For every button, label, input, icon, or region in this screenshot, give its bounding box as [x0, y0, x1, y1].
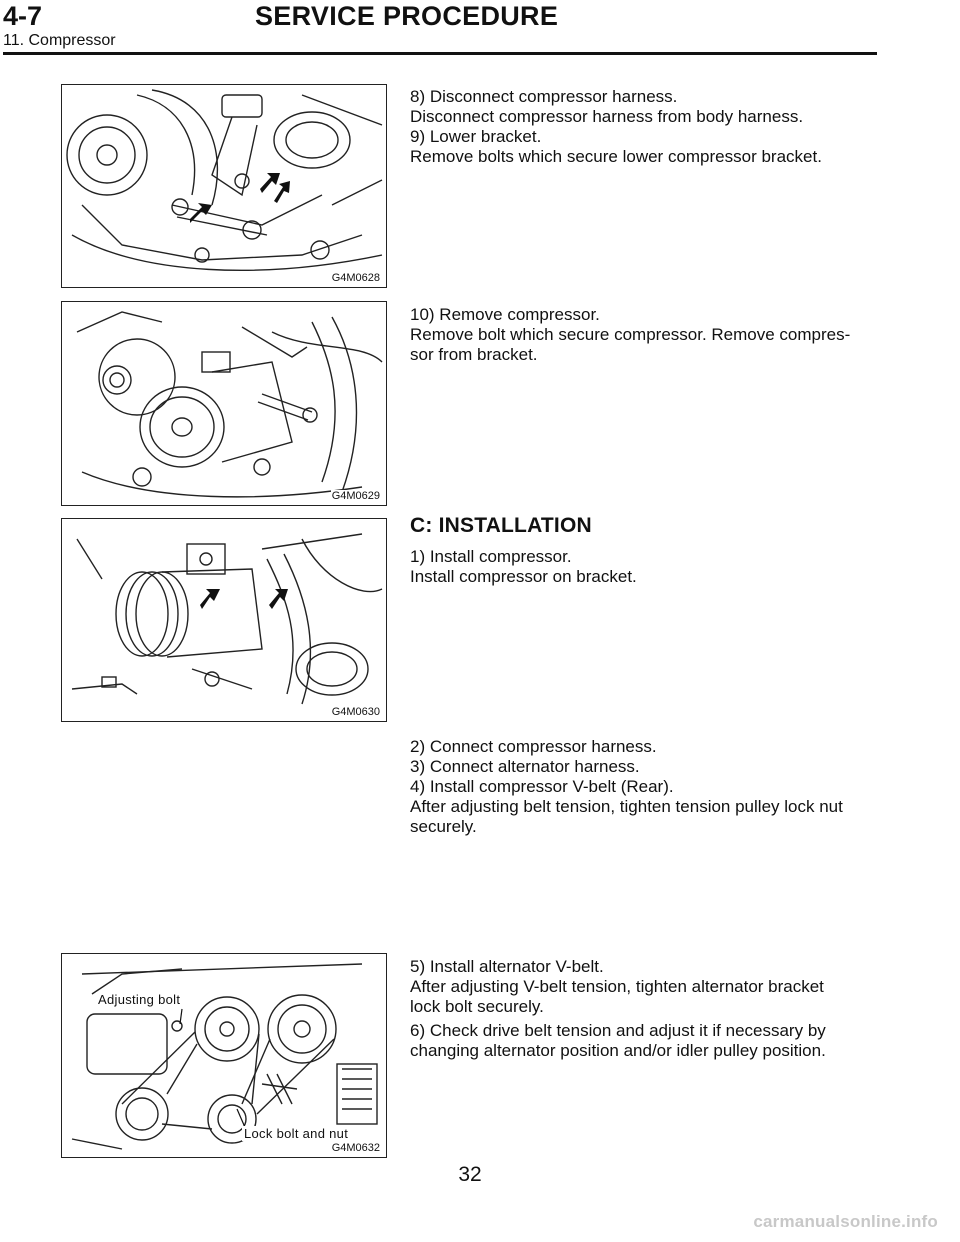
step-text: 9) Lower bracket. — [410, 127, 542, 146]
header-divider — [3, 52, 877, 55]
step-text: Install compressor on bracket. — [410, 567, 637, 586]
page-number: 32 — [458, 1163, 482, 1186]
step-text: After adjusting belt tension, tighten tension pulley lock nut — [410, 797, 843, 816]
step-1 — [410, 547, 880, 587]
step-text: changing alternator position and/or idler pulley position. — [410, 1041, 826, 1060]
watermark: carmanualsonline.info — [753, 1212, 938, 1231]
step-text: Remove bolt which secure compressor. Remove compres- — [410, 325, 851, 344]
compressor-bolt-removal-illustration — [62, 302, 387, 506]
section-subtitle: 11. Compressor — [3, 32, 116, 49]
figure-g4m0632 — [61, 953, 387, 1158]
engine-compressor-bracket-illustration — [62, 85, 387, 288]
step-text: Disconnect compressor harness from body harness. — [410, 107, 804, 126]
steps-2-4 — [410, 737, 880, 837]
step-text: 4) Install compressor V-belt (Rear). — [410, 777, 674, 796]
steps-5-6 — [410, 957, 880, 1061]
figure-g4m0629 — [61, 301, 387, 506]
step-text: sor from bracket. — [410, 345, 538, 364]
step-text: 5) Install alternator V-belt. — [410, 957, 604, 976]
step-10 — [410, 305, 880, 365]
figure-g4m0628 — [61, 84, 387, 288]
lock-bolt-label: Lock bolt and nut — [244, 1126, 349, 1141]
step-text: After adjusting V-belt tension, tighten alternator bracket — [410, 977, 824, 996]
step-text: 3) Connect alternator harness. — [410, 757, 640, 776]
figure-g4m0630 — [61, 518, 387, 722]
step-text: Remove bolts which secure lower compressor bracket. — [410, 147, 822, 166]
section-number: 4-7 — [3, 1, 43, 31]
steps-8-9 — [410, 87, 880, 167]
step-text: 6) Check drive belt tension and adjust it if necessary by — [410, 1021, 826, 1040]
figure-code: G4M0632 — [331, 1142, 380, 1154]
step-text: lock bolt securely. — [410, 997, 544, 1016]
step-text: 8) Disconnect compressor harness. — [410, 87, 678, 106]
section-heading-installation: C: INSTALLATION — [410, 514, 592, 537]
figure-code: G4M0628 — [331, 272, 380, 284]
figure-code: G4M0630 — [331, 706, 380, 718]
step-text: 10) Remove compressor. — [410, 305, 600, 324]
page-title: SERVICE PROCEDURE — [255, 1, 559, 31]
compressor-installation-illustration — [62, 519, 387, 722]
step-text: 1) Install compressor. — [410, 547, 572, 566]
step-text: securely. — [410, 817, 477, 836]
adjusting-bolt-label: Adjusting bolt — [98, 992, 181, 1007]
step-text: 2) Connect compressor harness. — [410, 737, 657, 756]
figure-code: G4M0629 — [331, 490, 380, 502]
